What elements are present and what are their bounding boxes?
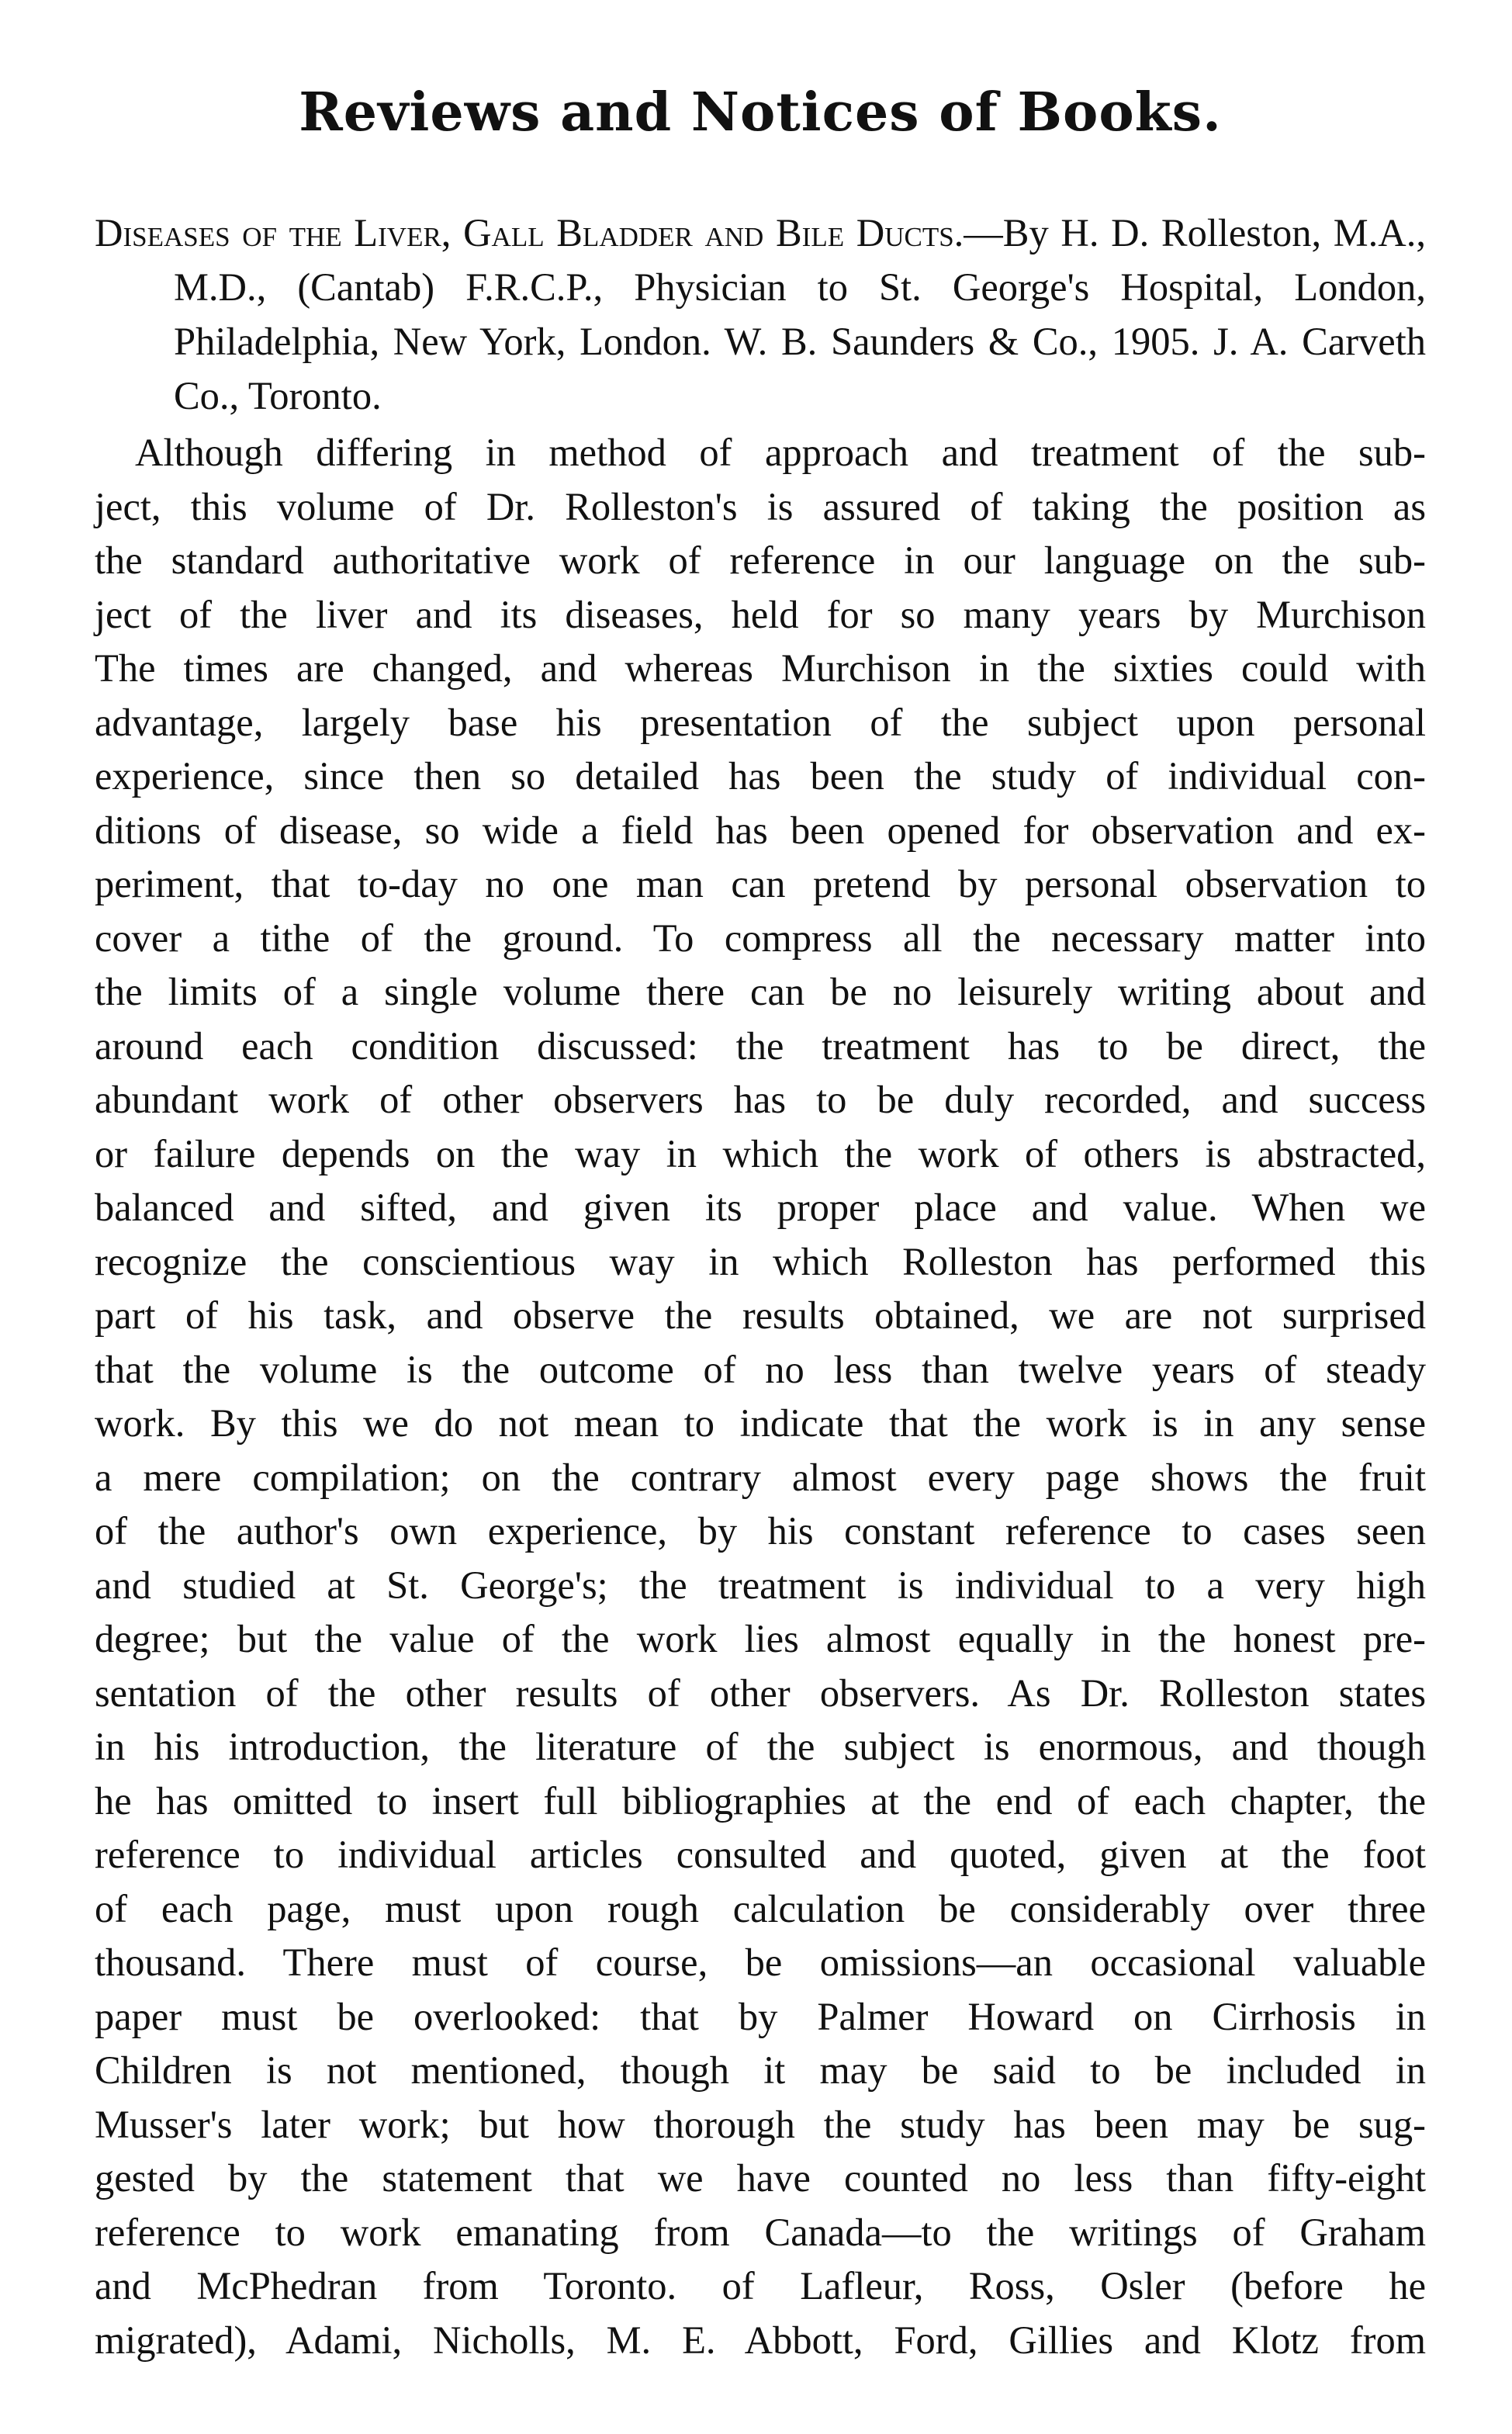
body-line: paper must be overlooked: that by Palmer Howard on Cirrhosis in [95, 1994, 1426, 2038]
body-line: Children is not mentioned, though it may be said to be included in [95, 2048, 1426, 2092]
body-line: work. By this we do not mean to indicate that the work is in any sense [95, 1401, 1426, 1445]
review-body [95, 426, 1426, 2367]
body-line: ject, this volume of Dr. Rolleston's is assured of taking the position as [95, 484, 1426, 528]
body-line: gested by the statement that we have counted no less than fifty-eight [95, 2156, 1426, 2200]
body-line: around each condition discussed: the treatment has to be direct, the [95, 1023, 1426, 1068]
section-heading: Reviews and Notices of Books. [299, 81, 1222, 144]
body-line: cover a tithe of the ground. To compress all the necessary matter into [95, 916, 1426, 960]
body-line: and McPhedran from Toronto. of Lafleur, Ross, Osler (before he [95, 2264, 1426, 2308]
body-line: thousand. There must of course, be omissions—an occasional valuable [95, 1941, 1426, 1984]
document-page [95, 0, 1426, 2434]
body-line: part of his task, and observe the results obtained, we are not surprised [95, 1293, 1426, 1337]
body-line: the standard authoritative work of reference in our language on the sub- [95, 538, 1426, 582]
body-line: experience, since then so detailed has been the study of individual con- [95, 754, 1426, 798]
body-line: Although differing in method of approach and treatment of the sub- [135, 431, 1426, 474]
body-line: of the author's own experience, by his constant reference to cases seen [95, 1509, 1426, 1553]
book-citation [95, 206, 1426, 423]
body-line: he has omitted to insert full bibliographies at the end of each chapter, the [95, 1778, 1426, 1823]
book-details: —By H. D. Rolleston, M.A., M.D., (Cantab) F.R.C.P., Physician to St. George's Hospital, London, Philadelphia, New York, London. W. B. Saunders & Co., 1905. J. A. Carveth Co., Toronto. [174, 211, 1426, 417]
body-line: degree; but the value of the work lies almost equally in the honest pre- [95, 1617, 1426, 1660]
body-line: recognize the conscientious way in which Rolleston has performed this [95, 1239, 1426, 1283]
body-line: or failure depends on the way in which the work of others is abstracted, [95, 1131, 1426, 1175]
book-title: Diseases of the Liver, Gall Bladder and Bile Ducts. [95, 211, 964, 254]
body-line: the limits of a single volume there can be no leisurely writing about and [95, 970, 1426, 1013]
body-line: ject of the liver and its diseases, held for so many years by Murchison [95, 592, 1426, 636]
body-line: Musser's later work; but how thorough the study has been may be sug- [95, 2102, 1426, 2146]
body-line: and studied at St. George's; the treatment is individual to a very high [95, 1563, 1426, 1607]
body-line: abundant work of other observers has to be duly recorded, and success [95, 1078, 1426, 1121]
body-line: sentation of the other results of other observers. As Dr. Rolleston states [95, 1671, 1426, 1715]
body-line: in his introduction, the literature of the subject is enormous, and though [95, 1725, 1426, 1768]
body-line: advantage, largely base his presentation of the subject upon personal [95, 700, 1426, 744]
body-line: balanced and sifted, and given its proper place and value. When we [95, 1186, 1426, 1229]
body-line: reference to individual articles consulted and quoted, given at the foot [95, 1833, 1426, 1876]
body-line: ditions of disease, so wide a field has been opened for observation and ex- [95, 808, 1426, 852]
body-line: migrated), Adami, Nicholls, M. E. Abbott, Ford, Gillies and Klotz from [95, 2318, 1426, 2362]
body-line: The times are changed, and whereas Murchison in the sixties could with [95, 646, 1426, 690]
body-line: periment, that to-day no one man can pretend by personal observation to [95, 862, 1426, 905]
body-line: of each page, must upon rough calculation be considerably over three [95, 1886, 1426, 1930]
body-line: that the volume is the outcome of no less than twelve years of steady [95, 1347, 1426, 1391]
body-line: a mere compilation; on the contrary almost every page shows the fruit [95, 1455, 1426, 1499]
body-line: reference to work emanating from Canada—to the writings of Graham [95, 2210, 1426, 2254]
